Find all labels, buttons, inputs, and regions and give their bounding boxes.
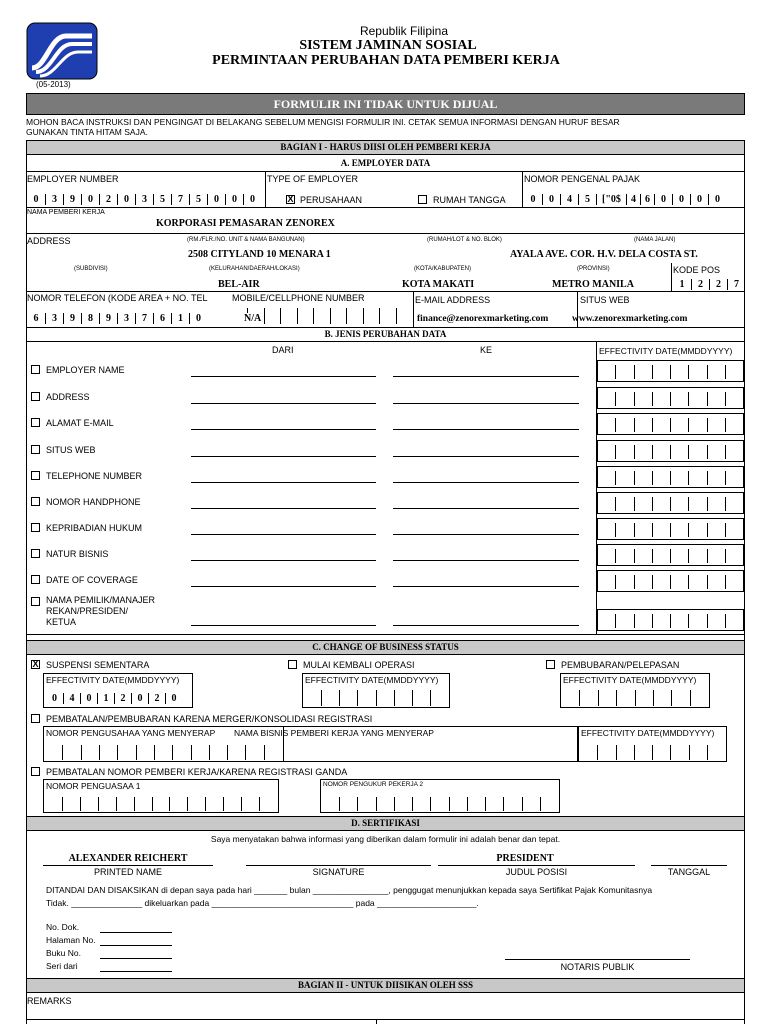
part-b-date-box-5[interactable] [597, 492, 744, 514]
instruction-line-2: GUNAKAN TINTA HITAM SAJA. [26, 127, 148, 137]
part-b-date-box-2[interactable] [597, 413, 744, 435]
col-effectivity-label: EFFECTIVITY DATE(MMDDYYYY) [599, 346, 733, 356]
part-b-checkbox-8[interactable] [31, 575, 40, 584]
suspensi-checkbox[interactable]: X [32, 659, 39, 669]
instruction-line-1: MOHON BACA INSTRUKSI DAN PENGINGAT DI BELAKANG SEBELUM MENGISI FORMULIR INI. CETAK SEMUA INFORMASI DENGAN HURUF BESAR [26, 117, 620, 127]
postal-code-label: KODE POS [673, 265, 721, 275]
phone-label: NOMOR TELEFON (KODE AREA + NO. TEL [27, 293, 208, 303]
employer-number[interactable]: 0 3 9 0 2 0 3 5 7 5 0 0 0 [27, 194, 261, 205]
part-b-checkbox-2[interactable] [31, 418, 40, 427]
part-b-from-field-9[interactable] [191, 625, 376, 626]
part-b-from-field-0[interactable] [191, 376, 376, 377]
perusahaan-checkbox[interactable]: X [287, 194, 294, 204]
address-sub-unit: (RM./FLR./NO. UNIT & NAMA BANGUNAN) [187, 237, 305, 243]
address-sub-lot: (RUMAH/LOT & NO. BLOK) [427, 237, 502, 243]
part-b-label-2: ALAMAT E-MAIL [46, 418, 114, 428]
duplicate-label: PEMBATALAN NOMOR PEMBERI KERJA/KARENA REGISTRASI GANDA [46, 767, 348, 777]
tax-number[interactable]: 0 0 4 5 ["0$ 4 6 0 0 0 0 [524, 194, 726, 205]
part-b-from-field-7[interactable] [191, 560, 376, 561]
type-of-employer-label: TYPE OF EMPLOYER [267, 174, 359, 184]
part-b-from-field-3[interactable] [191, 456, 376, 457]
part-b-checkbox-4[interactable] [31, 471, 40, 480]
address-city-value[interactable]: KOTA MAKATI [402, 279, 475, 290]
part-b-from-field-8[interactable] [191, 586, 376, 587]
email-value[interactable]: finance@zenorexmarketing.com [417, 314, 549, 324]
merger-employer-number-box[interactable]: NOMOR PENGUSAHAA YANG MENYERAP [43, 726, 284, 762]
pembubaran-label: PEMBUBARAN/PELEPASAN [561, 660, 680, 670]
part-b-label-3: SITUS WEB [46, 445, 96, 455]
part-b-label-6: KEPRIBADIAN HUKUM [46, 523, 143, 533]
position-value[interactable]: PRESIDENT [496, 853, 554, 864]
address-sub-barangay: (KELURAHAN/DAERAH/LOKASI) [209, 266, 300, 272]
part-b-checkbox-9[interactable] [31, 597, 40, 606]
part-b-label-0: EMPLOYER NAME [46, 365, 125, 375]
part-b-checkbox-7[interactable] [31, 549, 40, 558]
part-b-date-box-8[interactable] [597, 570, 744, 592]
part2-header: BAGIAN II - UNTUK DIISIKAN OLEH SSS [26, 978, 745, 993]
part-b-title: B. JENIS PERUBAHAN DATA [324, 329, 447, 339]
rumah-tangga-checkbox[interactable] [418, 195, 427, 204]
part-b-label-7: NATUR BISNIS [46, 549, 109, 559]
page-no-label: Halaman No. [46, 935, 96, 945]
suspensi-date[interactable]: 0 4 0 1 2 0 2 0 [46, 693, 182, 704]
part-b-label-5: NOMOR HANDPHONE [46, 497, 141, 507]
part-b-date-box-3[interactable] [597, 440, 744, 462]
employer-number-label: EMPLOYER NUMBER [27, 174, 119, 184]
part-b-checkbox-3[interactable] [31, 445, 40, 454]
mulai-kembali-checkbox[interactable] [288, 660, 297, 669]
part-b-from-field-1[interactable] [191, 403, 376, 404]
address-barangay-value[interactable]: BEL-AIR [218, 279, 260, 290]
part-b-to-field-1[interactable] [393, 403, 579, 404]
address-unit-value[interactable]: 2508 CITYLAND 10 MENARA 1 [188, 249, 331, 260]
part-b-checkbox-0[interactable] [31, 365, 40, 374]
part-b-to-field-6[interactable] [393, 534, 579, 535]
part-b-label-1: ADDRESS [46, 392, 90, 402]
address-sub-subdivision: (SUBDIVISI) [74, 266, 108, 272]
col-to-label: KE [480, 345, 493, 355]
part-b-to-field-3[interactable] [393, 456, 579, 457]
address-sub-city: (KOTA/KABUPATEN) [414, 266, 472, 272]
notary-text-1: DITANDAI DAN DISAKSIKAN di depan saya pada hari _______ bulan ________________, penggugat menunjukkan kepada saya Sertifikat Pajak Komunitasnya [46, 885, 653, 895]
employer-name-label: NAMA PEMBERI KERJA [27, 209, 105, 216]
part-b-from-field-5[interactable] [191, 508, 376, 509]
not-for-sale-banner: FORMULIR INI TIDAK UNTUK DIJUAL [26, 93, 745, 115]
suspensi-date-box[interactable]: EFFECTIVITY DATE(MMDDYYYY) [43, 673, 193, 708]
mulai-kembali-date-box[interactable]: EFFECTIVITY DATE(MMDDYYYY) [302, 673, 450, 708]
printed-name-value[interactable]: ALEXANDER REICHERT [68, 853, 188, 864]
part-b-date-box-6[interactable] [597, 518, 744, 540]
form-code: (05-2013) [36, 80, 71, 89]
part-b-date-box-4[interactable] [597, 466, 744, 488]
merger-business-name-box[interactable]: NAMA BISNIS PEMBERI KERJA YANG MENYERAP [284, 726, 578, 762]
merger-label: PEMBATALAN/PEMBUBARAN KARENA MERGER/KONSOLIDASI REGISTRASI [46, 714, 373, 724]
phone-number[interactable]: 6 3 9 8 9 3 7 6 1 0 [27, 313, 207, 324]
duplicate-number-1-box[interactable]: NOMOR PENGUASAA 1 [43, 779, 279, 813]
part-b-label-4: TELEPHONE NUMBER [46, 471, 143, 481]
part-b-to-field-0[interactable] [393, 376, 579, 377]
part-b-to-field-5[interactable] [393, 508, 579, 509]
republic-label: Republik Filipina [359, 24, 449, 38]
part-c-header: C. CHANGE OF BUSINESS STATUS [26, 640, 745, 655]
part-d-header: D. SERTIFIKASI [26, 816, 745, 831]
duplicate-number-2-box[interactable]: NOMOR PENGUKUR PEKERJA 2 [320, 779, 560, 813]
part-b-to-field-8[interactable] [393, 586, 579, 587]
part-b-from-field-2[interactable] [191, 429, 376, 430]
mulai-kembali-label: MULAI KEMBALI OPERASI [303, 660, 415, 670]
rumah-tangga-label: RUMAH TANGGA [433, 195, 506, 205]
website-value[interactable]: www.zenorexmarketing.com [572, 314, 688, 324]
pembubaran-date-box[interactable]: EFFECTIVITY DATE(MMDDYYYY) [560, 673, 710, 708]
mobile-value: N/A [244, 313, 262, 324]
employer-data-title: A. EMPLOYER DATA [340, 158, 431, 168]
part-b-label-8: DATE OF COVERAGE [46, 575, 138, 585]
part-b-from-field-4[interactable] [191, 482, 376, 483]
remarks-label: REMARKS [27, 996, 72, 1006]
part-b-checkbox-5[interactable] [31, 497, 40, 506]
date-label: TANGGAL [667, 867, 711, 877]
part-b-checkbox-1[interactable] [31, 392, 40, 401]
part-b-date-box-1[interactable] [597, 387, 744, 409]
part-b-date-box-7[interactable] [597, 544, 744, 566]
suspensi-label: SUSPENSI SEMENTARA [46, 660, 150, 670]
part-b-owner-label-3: KETUA [46, 617, 77, 627]
part-b-checkbox-6[interactable] [31, 523, 40, 532]
part-b-date-box-0[interactable] [597, 360, 744, 382]
website-label: SITUS WEB [580, 295, 630, 305]
merger-checkbox[interactable] [31, 714, 40, 723]
address-sub-province: (PROVINSI) [577, 266, 610, 272]
merger-date-box[interactable]: EFFECTIVITY DATE(MMDDYYYY) [578, 726, 727, 762]
part-b-to-field-4[interactable] [393, 482, 579, 483]
notary-text-2: Tidak. _______________ dikeluarkan pada ______________________________ pada _____________________. [46, 898, 479, 908]
position-label: JUDUL POSISI [505, 867, 568, 877]
part-b-to-field-9[interactable] [393, 625, 579, 626]
part-b-owner-label-1: NAMA PEMILIK/MANAJER [46, 595, 156, 605]
perusahaan-label: PERUSAHAAN [300, 195, 363, 205]
certification-statement: Saya menyatakan bahwa informasi yang diberikan dalam formulir ini adalah benar dan tepat. [210, 834, 561, 844]
doc-no-label: No. Dok. [46, 922, 80, 932]
part-b-to-field-2[interactable] [393, 429, 579, 430]
form-title: PERMINTAAN PERUBAHAN DATA PEMBERI KERJA [212, 53, 560, 68]
tax-number-label: NOMOR PENGENAL PAJAK [524, 174, 641, 184]
org-name: SISTEM JAMINAN SOSIAL [299, 38, 477, 53]
duplicate-checkbox[interactable] [31, 767, 40, 776]
book-no-label: Buku No. [46, 948, 81, 958]
part-b-date-box-9[interactable] [597, 609, 744, 631]
email-label: E-MAIL ADDRESS [415, 295, 491, 305]
address-label: ADDRESS [27, 236, 71, 246]
pembubaran-checkbox[interactable] [546, 660, 555, 669]
employer-name-value[interactable]: KORPORASI PEMASARAN ZENOREX [156, 218, 335, 229]
address-province-value[interactable]: METRO MANILA [552, 279, 634, 290]
part-b-to-field-7[interactable] [393, 560, 579, 561]
signature-label: SIGNATURE [312, 867, 365, 877]
part-b-owner-label-2: REKAN/PRESIDEN/ [46, 606, 129, 616]
postal-code[interactable]: 1 2 2 7 [673, 279, 745, 290]
col-from-label: DARI [272, 345, 294, 355]
printed-name-label: PRINTED NAME [93, 867, 162, 877]
part1-header: BAGIAN I - HARUS DIISI OLEH PEMBERI KERJA [26, 140, 745, 155]
series-label: Seri dari [46, 961, 78, 971]
address-sub-street: (NAMA JALAN) [634, 237, 676, 243]
address-street-value[interactable]: AYALA AVE. COR. H.V. DELA COSTA ST. [510, 249, 698, 260]
mobile-label: MOBILE/CELLPHONE NUMBER [232, 293, 365, 303]
part-b-from-field-6[interactable] [191, 534, 376, 535]
notary-public-label: NOTARIS PUBLIK [560, 962, 635, 972]
